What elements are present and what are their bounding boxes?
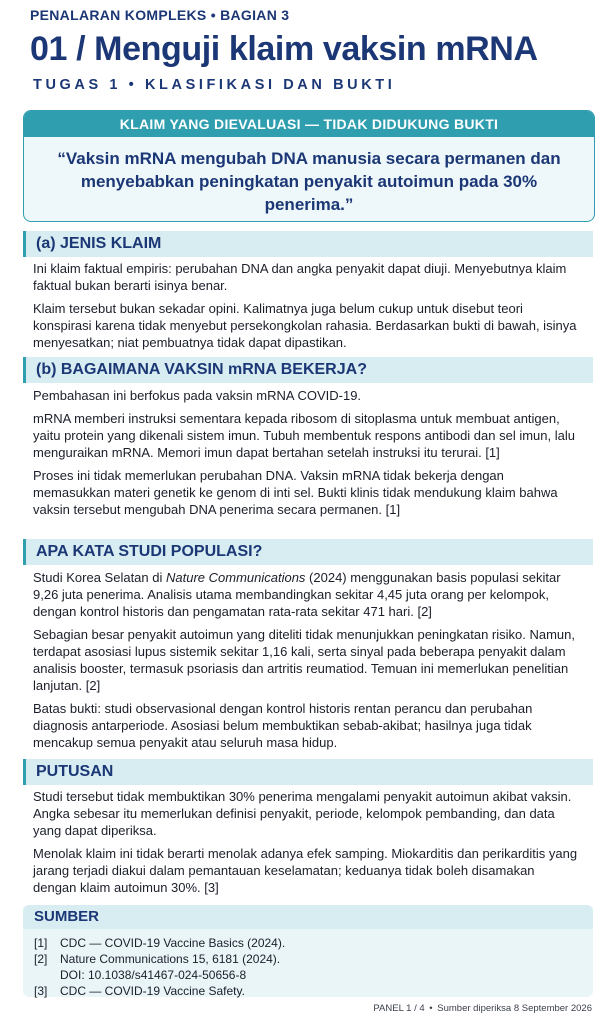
source-doi: DOI: 10.1038/s41467-024-50656-8 [60, 968, 247, 982]
source-text: Nature Communications 15, 6181 (2024). [60, 952, 281, 966]
section-d-paragraph-2: Menolak klaim ini tidak berarti menolak adanya efek samping. Miokarditis dan perikarditis yang jarang terjadi diakui dalam pemantauan keselamatan; keduanya tidak boleh disamakan dengan klaim autoimun 30%. [3] [33, 846, 578, 895]
section-d-heading: PUTUSAN [23, 759, 593, 785]
sources-heading: SUMBER [23, 905, 593, 929]
section-c-paragraph-1-start: Studi Korea Selatan di [33, 570, 166, 585]
source-number: [1] [34, 936, 48, 950]
claim-label: KLAIM YANG DIEVALUASI — TIDAK DIDUKUNG BUKTI [24, 111, 594, 137]
journal-name: Nature Communications [165, 570, 306, 585]
footer-separator: • [429, 1003, 433, 1014]
eyebrow: PENALARAN KOMPLEKS • BAGIAN 3 [30, 7, 290, 23]
claim-quote: “Vaksin mRNA mengubah DNA manusia secara permanen dan menyebabkan peningkatan penyakit autoimun pada 30% penerima.” [57, 149, 561, 214]
section-a-body [33, 260, 581, 357]
section-c-paragraph-2: Sebagian besar penyakit autoimun yang diteliti tidak menunjukkan peningkatan risiko. Namun, terdapat asosiasi lupus sistemik sekitar 1,16 kali, serta sinyal pada beberapa penyakit dalam analisis booster, termasuk psoriasis dan artritis reumatiod. Temuan ini memerlukan penelitian lanjutan. [2] [33, 627, 575, 693]
section-b-paragraph-1: Pembahasan ini berfokus pada vaksin mRNA COVID-19. [33, 388, 362, 403]
section-c-heading: APA KATA STUDI POPULASI? [23, 539, 593, 565]
section-d-body [33, 788, 581, 902]
source-item [34, 935, 593, 951]
panel-indicator: PANEL 1 / 4 [373, 1003, 425, 1014]
page-subtitle: TUGAS 1 • KLASIFIKASI DAN BUKTI [33, 77, 396, 93]
source-text: CDC — COVID-19 Vaccine Safety. [60, 984, 245, 998]
source-number: [3] [34, 984, 48, 998]
source-item [34, 983, 593, 999]
page-title: 01 / Menguji klaim vaksin mRNA [30, 30, 538, 68]
source-text: CDC — COVID-19 Vaccine Basics (2024). [60, 936, 286, 950]
section-b-paragraph-2: mRNA memberi instruksi sementara kepada ribosom di sitoplasma untuk membuat antigen, yaitu protein yang dikenali sistem imun. Tubuh membentuk respons antibodi dan sel imun, lalu menguraikan mRNA. Memori imun dapat bertahan setelah instruksi itu terurai. [1] [33, 411, 575, 460]
section-c-paragraph-1-end: (2024) menggunakan basis populasi sekitar 9,26 juta penerima. Analisis utama membandingkan sekitar 4,45 juta orang per kelompok, dengan kontrol historis dan pengamatan rata-rata sekitar 471 hari. [2] [33, 570, 561, 619]
section-b-heading: (b) BAGAIMANA VAKSIN mRNA BEKERJA? [23, 357, 593, 383]
sources-box [23, 905, 593, 997]
section-b-body [33, 387, 581, 524]
page-footer [373, 1003, 592, 1014]
section-a-paragraph-2: Klaim tersebut bukan sekadar opini. Kalimatnya juga belum cukup untuk disebut teori konspirasi karena tidak menyebut persekongkolan rahasia. Berdasarkan bukti di bawah, isinya menyesatkan; niat pembuatnya tidak dapat dipastikan. [33, 301, 577, 350]
sources-checked-date: Sumber diperiksa 8 September 2026 [437, 1003, 592, 1014]
section-c-paragraph-3: Batas bukti: studi observasional dengan kontrol historis rentan perancu dan perubahan diagnosis antarperiode. Asosiasi belum membuktikan sebab-akibat; hasilnya juga tidak mencakup semua penyakit atau seluruh masa hidup. [33, 701, 533, 750]
source-item [34, 951, 593, 967]
section-c-body [33, 569, 581, 757]
source-number: [2] [34, 952, 48, 966]
section-d-paragraph-1: Studi tersebut tidak membuktikan 30% penerima mengalami penyakit autoimun akibat vaksin. Angka sebesar itu memerlukan definisi penyakit, periode, kelompok pembanding, dan data yang dapat diperiksa. [33, 789, 572, 838]
section-a-heading: (a) JENIS KLAIM [23, 231, 593, 257]
section-b-paragraph-3: Proses ini tidak memerlukan perubahan DNA. Vaksin mRNA tidak bekerja dengan memasukkan materi genetik ke genom di inti sel. Bukti klinis tidak mendukung klaim bahwa vaksin tersebut mengubah DNA penerima secara permanen. [1] [33, 468, 558, 517]
section-c-paragraph-1 [33, 569, 581, 620]
section-a-paragraph-1: Ini klaim faktual empiris: perubahan DNA dan angka penyakit dapat diuji. Menyebutnya klaim faktual bukan berarti isinya benar. [33, 261, 567, 293]
sources-list [23, 929, 593, 999]
claim-box [23, 110, 595, 222]
